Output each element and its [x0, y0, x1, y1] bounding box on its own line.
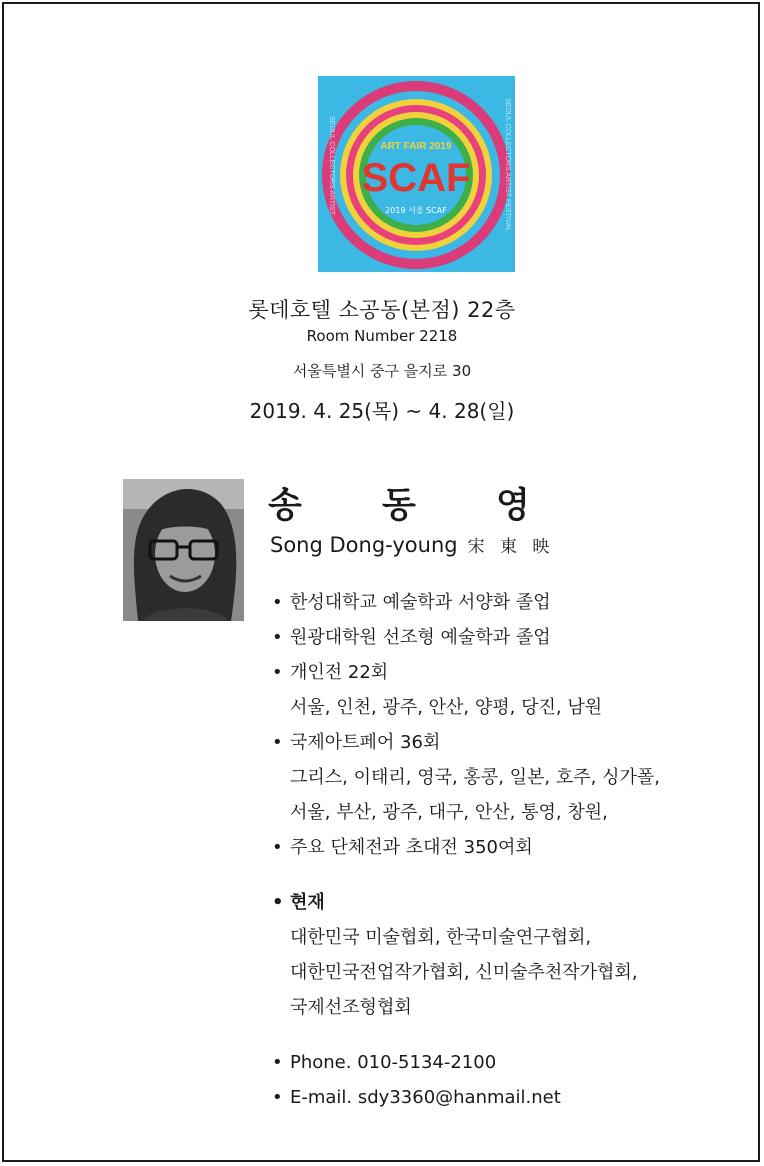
bullet: • — [272, 837, 283, 858]
scaf-logo — [318, 76, 515, 272]
bio-item — [272, 830, 660, 865]
bullet: • — [272, 1052, 283, 1073]
bio-item — [272, 725, 660, 760]
solo-exhibition-cities: 서울, 인천, 광주, 안산, 양평, 당진, 남원 — [290, 697, 603, 718]
group-exhibitions: 주요 단체전과 초대전 350여회 — [290, 837, 533, 858]
artist-biography — [272, 585, 660, 1115]
current-membership-3: 국제선조형협회 — [290, 997, 412, 1018]
bullet: • — [272, 662, 283, 683]
education-undergrad: 한성대학교 예술학과 서양화 졸업 — [290, 592, 551, 613]
bio-item — [272, 620, 660, 655]
venue-title: 롯데호텔 소공동(본점) 22층 — [248, 298, 516, 322]
bio-item — [272, 585, 660, 620]
art-fair-countries: 그리스, 이태리, 영국, 홍콩, 일본, 호주, 싱가폴, — [290, 767, 660, 788]
logo-bottom-text: 2019 서울 SCAF — [385, 206, 447, 215]
bio-item — [272, 1045, 660, 1080]
artist-portrait — [123, 479, 244, 621]
room-number: Room Number 2218 — [306, 327, 458, 345]
art-fair-cities: 서울, 부산, 광주, 대구, 안산, 통영, 창원, — [290, 802, 608, 823]
phone-number: Phone. 010-5134-2100 — [290, 1052, 497, 1073]
bullet: • — [272, 1087, 283, 1108]
bullet: • — [272, 592, 283, 613]
exhibition-dates: 2019. 4. 25(목) ~ 4. 28(일) — [249, 399, 515, 423]
logo-ring-text-right: SEOUL COLLECTORS ARTIST FESTIVAL — [504, 98, 511, 232]
artist-name-line — [270, 532, 554, 557]
bio-item — [272, 1080, 660, 1115]
bullet: • — [272, 627, 283, 648]
art-fairs: 국제아트페어 36회 — [290, 732, 441, 753]
logo-ring-text-left: SEOUL COLLECTORS ARTIST — [328, 116, 335, 216]
artist-name-english: Song Dong-young — [270, 533, 458, 557]
email-address: E-mail. sdy3360@hanmail.net — [290, 1087, 561, 1108]
bullet: • — [272, 892, 284, 913]
current-heading: 현재 — [290, 892, 325, 913]
education-graduate: 원광대학원 선조형 예술학과 졸업 — [290, 627, 551, 648]
bio-item — [272, 655, 660, 690]
logo-top-text: ART FAIR 2019 — [380, 141, 452, 152]
spacer — [272, 1025, 660, 1045]
bio-item — [272, 885, 660, 920]
artist-name-hanja: 宋 東 映 — [467, 537, 555, 557]
venue-address: 서울특별시 중구 을지로 30 — [292, 362, 472, 380]
current-membership-1: 대한민국 미술협회, 한국미술연구협회, — [290, 927, 592, 948]
artist-name-korean: 송 동 영 — [268, 486, 564, 526]
spacer — [272, 865, 660, 885]
solo-exhibitions: 개인전 22회 — [290, 662, 389, 683]
logo-main-text: SCAF — [361, 156, 471, 200]
bullet: • — [272, 732, 283, 753]
current-membership-2: 대한민국전업작가협회, 신미술추천작가협회, — [290, 962, 638, 983]
